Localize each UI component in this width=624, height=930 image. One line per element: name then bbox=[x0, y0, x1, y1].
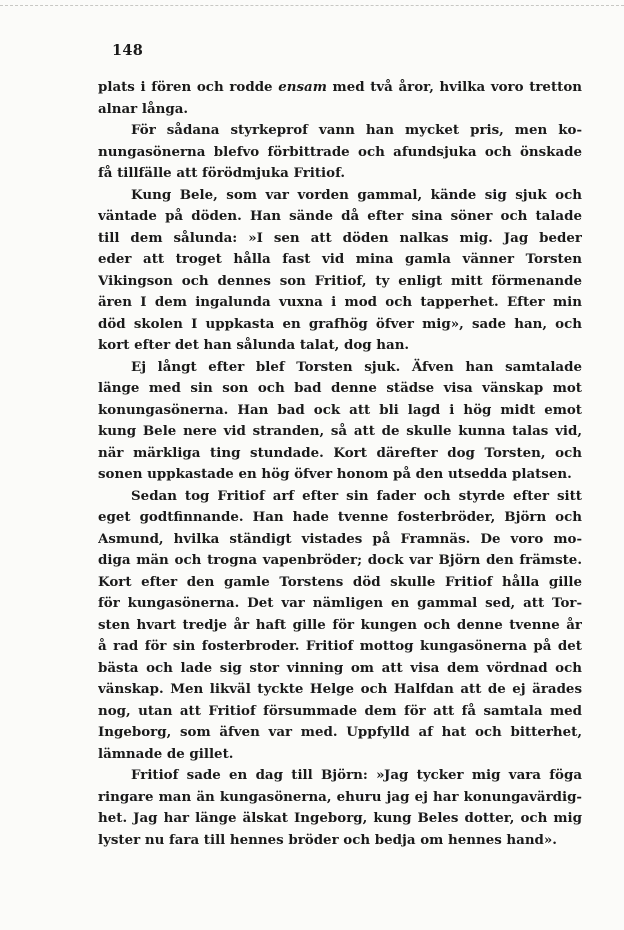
text-line: sten hvart tredje år haft gille för kungen och denne tvenne år bbox=[98, 616, 582, 633]
text-line: ringare man än kungasönerna, ehuru jag ej har konungavärdig- bbox=[98, 788, 582, 805]
text-line: eget godtfinnande. Han hade tvenne fosterbröder, Björn och bbox=[98, 509, 582, 525]
text-line: sonen uppkastade en hög öfver honom på den utsedda platsen. bbox=[98, 466, 572, 482]
text-line: Vikingson och dennes son Fritiof, ty enligt mitt förmenande bbox=[98, 272, 582, 289]
text-line: få tillfälle att förödmjuka Fritiof. bbox=[98, 165, 346, 181]
text-line: å rad för sin fosterbroder. Fritiof mottog kungasönerna på det bbox=[98, 638, 582, 654]
text-line: diga män och trogna vapenbröder; dock var Björn den främste. bbox=[98, 552, 582, 568]
text-line: Fritiof sade en dag till Björn: »Jag tycker mig vara föga bbox=[131, 767, 582, 783]
text-line: alnar långa. bbox=[98, 100, 189, 117]
emphasis: ensam bbox=[278, 79, 327, 95]
text-line: till dem sålunda: »I sen att döden nalkas mig. Jag beder bbox=[98, 229, 582, 246]
paragraph bbox=[98, 120, 582, 185]
text-line: För sådana styrkeprof vann han mycket pris, men ko- bbox=[131, 122, 582, 138]
text-line: lämnade de gillet. bbox=[98, 745, 234, 762]
text-line: länge med sin son och bad denne städse visa vänskap mot bbox=[98, 380, 582, 396]
text-line: död skolen I uppkasta en grafhög öfver mig», sade han, och bbox=[98, 315, 582, 332]
text-line: eder att troget hålla fast vid mina gamla vänner Torsten bbox=[98, 251, 582, 267]
text-line: konungasönerna. Han bad ock att bli lagd i hög midt emot bbox=[98, 401, 582, 418]
paragraph bbox=[98, 185, 582, 357]
body-text bbox=[98, 77, 582, 851]
text-line: Kung Bele, som var vorden gammal, kände sig sjuk och bbox=[131, 186, 582, 203]
text-line: ären I dem ingalunda vuxna i mod och tapperhet. Efter min bbox=[98, 294, 582, 310]
text-line: kort efter det han sålunda talat, dog han. bbox=[98, 337, 410, 353]
text-line: Ej långt efter blef Torsten sjuk. Äfven han samtalade bbox=[131, 358, 582, 375]
page-top-edge bbox=[0, 5, 624, 6]
text-line: för kungasönerna. Det var nämligen en gammal sed, att Tor- bbox=[98, 595, 582, 611]
text-line: Asmund, hvilka ständigt vistades på Framnäs. De voro mo- bbox=[98, 530, 582, 547]
text-line: nog, utan att Fritiof försummade dem för att få samtala med bbox=[98, 702, 582, 719]
paragraph bbox=[98, 765, 582, 851]
text-line: Sedan tog Fritiof arf efter sin fader och styrde efter sitt bbox=[131, 487, 582, 504]
text-line: lyster nu fara till hennes bröder och bedja om hennes hand». bbox=[98, 831, 557, 848]
text-line: vänskap. Men likväl tyckte Helge och Halfdan att de ej ärades bbox=[98, 681, 582, 697]
paragraph bbox=[98, 486, 582, 766]
text-line: Kort efter den gamle Torstens död skulle Fritiof hålla gille bbox=[98, 573, 582, 590]
text-line: Ingeborg, som äfven var med. Uppfylld af hat och bitterhet, bbox=[98, 724, 582, 740]
text-line: väntade på döden. Han sände då efter sina söner och talade bbox=[98, 208, 582, 224]
page-number: 148 bbox=[112, 42, 144, 59]
text-line: när märkliga ting stundade. Kort därefter dog Torsten, och bbox=[98, 444, 582, 461]
paragraph bbox=[98, 77, 582, 120]
text-line: het. Jag har länge älskat Ingeborg, kung Beles dotter, och mig bbox=[98, 810, 582, 826]
text-line: bästa och lade sig stor vinning om att visa dem vördnad och bbox=[98, 659, 582, 676]
text-line: plats i fören och rodde ensam med två åror, hvilka voro tretton bbox=[98, 79, 582, 95]
paragraph bbox=[98, 357, 582, 486]
text-line: kung Bele nere vid stranden, så att de skulle kunna talas vid, bbox=[98, 423, 582, 439]
text-line: nungasönerna blefvo förbittrade och afundsjuka och önskade bbox=[98, 143, 582, 160]
